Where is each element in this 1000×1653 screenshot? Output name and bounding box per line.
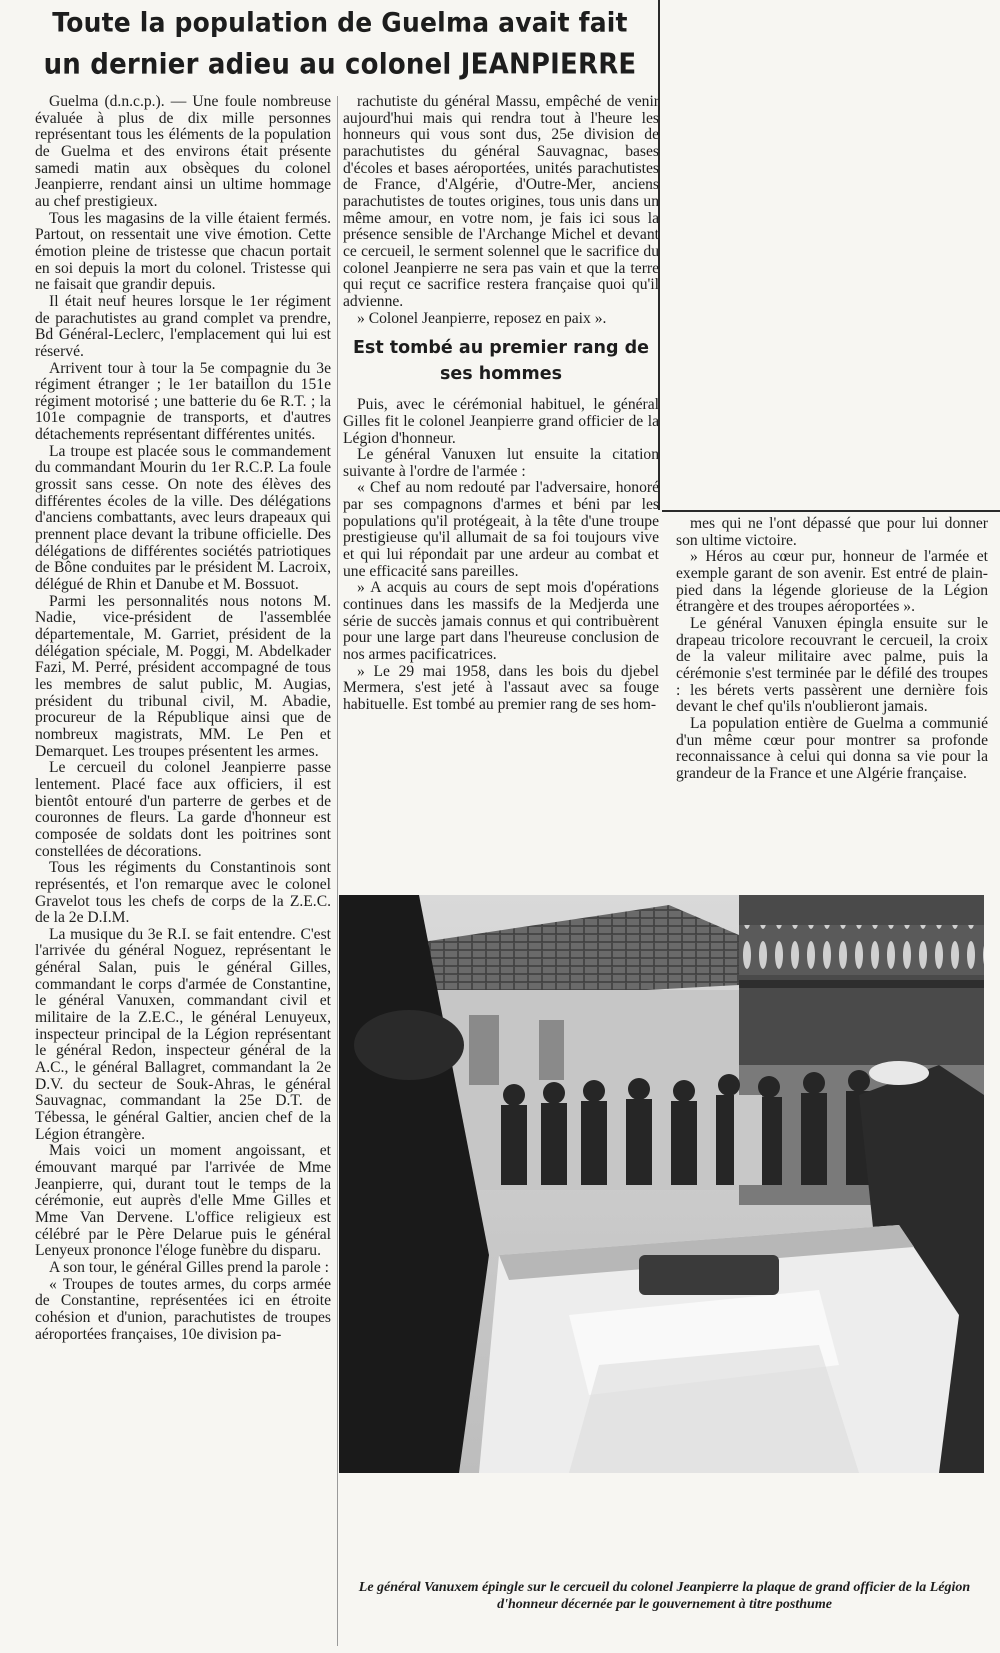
headline-line-2: un dernier adieu au colonel JEANPIERRE — [43, 48, 637, 82]
paragraph: » A acquis au cours de sept mois d'opérations continues dans les massifs de la Medjerda une série de succès jamais connus et qui contribuèrent pour une large part dans l'heureuse conclusion de nos armes pacificatrices. — [343, 579, 659, 664]
paragraph: La musique du 3e R.I. se fait entendre. C'est l'arrivée du général Noguez, représentant le général Salan, puis le général Gilles, commandant le corps d'armée de Constantine, le général Vanuxen, commandant civil et militaire de la Z.E.C., le général Lenuyeux, inspecteur principal de la Légion représentant le général Redon, inspecteur général de la A.C., le général Ballagret, commandant la 2e D.V. du secteur de Souk-Ahras, le général Sauvagnac, commandant la 25e D.T. de Tébessa, le général Galtier, ancien chef de la Légion étrangère. — [35, 925, 331, 1143]
paragraph: Tous les magasins de la ville étaient fermés. Partout, on ressentait une vive émotion. Cette émotion pleine de tristesse que chacun portait en soi depuis la mort du colonel. Tristesse qui ne faisait que grandir depuis. — [35, 209, 331, 294]
paragraph: A son tour, le général Gilles prend la parole : — [49, 1258, 329, 1276]
column-a — [35, 94, 331, 1343]
paragraph: « Chef au nom redouté par l'adversaire, honoré par ses compagnons d'armes et béni par les populations qu'il protégeait, à la tête d'une troupe prestigieuse qu'il allumait de sa foi toujours vive et qui lui répondait par une ardeur au combat et une efficacité sans pareilles. — [343, 479, 659, 580]
headline-line-1: Toute la population de Guelma avait fait — [52, 6, 628, 39]
column-b — [343, 94, 659, 714]
paragraph: « Troupes de toutes armes, du corps armée de Constantine, représentées ici en étroite cohésion et d'union, parachutistes de troupes aéroportées françaises, 10e division pa- — [35, 1275, 331, 1343]
column-c-top-rule — [662, 510, 1000, 512]
paragraph: » Colonel Jeanpierre, reposez en paix ». — [357, 309, 607, 327]
paragraph: rachutiste du général Massu, empêché de venir aujourd'hui mais qui rendra tout à l'heure les honneurs qui vous sont dus, 25e division de parachutistes du général Sauvagnac, bases d'écoles et bases aéroportées, unités parachutistes de France, d'Algérie, d'Outre-Mer, anciens parachutistes de toutes origines, tous unis dans un même amour, en votre nom, je fais ici sous la présence sensible de l'Archange Michel et devant ce cercueil, le serment solennel que le sacrifice du colonel Jeanpierre ne sera pas vain et que la terre qui reçut ce sacrifice restera française quoi qu'il advienne. — [343, 93, 659, 310]
paragraph: Parmi les personnalités nous notons M. Nadie, vice-président de l'assemblée départementale, M. Garriet, président de la délégation spéciale, M. Poggi, M. Abdelkader Fazi, M. Perré, président accompagné de tous les membres de salut public, M. Augias, président du tribunal civil, M. Abadie, procureur de la République ainsi que de nombreux magistrats, MM. Le Pen et Demarquet. Les troupes présentent les armes. — [35, 592, 331, 760]
paragraph: » Héros au cœur pur, honneur de l'armée et exemple garant de son avenir. Est entré de plain-pied dans la légende glorieuse de la Légion étrangère et des troupes aéroportées ». — [676, 548, 988, 616]
photo-caption: Le général Vanuxem épingle sur le cercueil du colonel Jeanpierre la plaque de grand officier de la Légion d'honneur décernée par le gouvernement à titre posthume — [358, 1580, 971, 1612]
funeral-ceremony-photo — [339, 895, 984, 1473]
paragraph: » Le 29 mai 1958, dans les bois du djebel Mermera, s'est jeté à l'assaut avec sa fouge habituelle. Est tombé au premier rang de ses hom- — [343, 662, 659, 713]
paragraph: Le général Vanuxen épingla ensuite sur le drapeau tricolore recouvrant le cercueil, la croix de la valeur militaire avec palme, puis la cérémonie s'est terminée par le défilé des troupes : les bérets verts passèrent une dernière fois devant le chef qu'ils n'oublieront jamais. — [676, 614, 988, 716]
paragraph: Il était neuf heures lorsque le 1er régiment de parachutistes au grand complet va prendre, Bd Général-Leclerc, l'emplacement qui lui est réservé. — [35, 292, 331, 360]
column-c — [676, 516, 988, 783]
paragraph: La troupe est placée sous le commandement du commandant Mourin du 1er R.C.P. La foule grossit sans cesse. On note des élèves des différentes écoles de la ville. Des délégations d'anciens combattants, avec leurs drapeaux qui prennent place devant la tribune officielle. Des délégations de différentes sociétés patriotiques de Bône conduites par le président M. Lacroix, délégué de Rhin et Danube et M. Bossuot. — [35, 442, 331, 594]
paragraph: Arrivent tour à tour la 5e compagnie du 3e régiment étranger ; le 1er bataillon du 151e régiment motorisé ; une batterie du 6e R.T. ; la 101e compagnie de transports, et d'autres détachements représentant différentes unités. — [35, 359, 331, 444]
column-a-divider — [337, 96, 338, 1646]
paragraph: mes qui ne l'ont dépassé que pour lui donner son ultime victoire. — [676, 515, 988, 549]
paragraph: Puis, avec le cérémonial habituel, le général Gilles fit le colonel Jeanpierre grand officier de la Légion d'honneur. — [343, 396, 659, 447]
paragraph: Le cercueil du colonel Jeanpierre passe lentement. Placé face aux officiers, il est bientôt entouré d'un parterre de gerbes et de couronnes de fleurs. La garde d'honneur est composée de soldats dont les poitrines sont constellées de décorations. — [35, 759, 331, 860]
paragraph: La population entière de Guelma a communié d'un même cœur pour montrer sa profonde reconnaissance à celui qui donna sa vie pour la grandeur de la France et une Algérie française. — [676, 714, 988, 782]
paragraph: Mais voici un moment angoissant, et émouvant marqué par l'arrivée de Mme Jeanpierre, qui, durant tout le temps de la cérémonie, eut auprès d'elle Mme Gilles et Mme Van Dervene. L'office religieux est célébré par le Père Delarue puis le général Lenyeux prononce l'éloge funèbre du disparu. — [35, 1142, 331, 1260]
paragraph: Le général Vanuxen lut ensuite la citation suivante à l'ordre de l'armée : — [343, 446, 659, 480]
subheading: Est tombé au premier rang de ses hommes — [352, 338, 650, 385]
paragraph: Tous les régiments du Constantinois sont représentés, et l'on remarque avec le colonel Gravelot tous les chefs de corps de la Z.E.C. de la 2e D.I.M. — [35, 859, 331, 927]
paragraph: Guelma (d.n.c.p.). — Une foule nombreuse évaluée à plus de dix mille personnes représentant tous les éléments de la population de Guelma et des environs était présente samedi matin aux obsèques du colonel Jeanpierre, rendant ainsi un ultime hommage au chef prestigieux. — [35, 93, 331, 210]
